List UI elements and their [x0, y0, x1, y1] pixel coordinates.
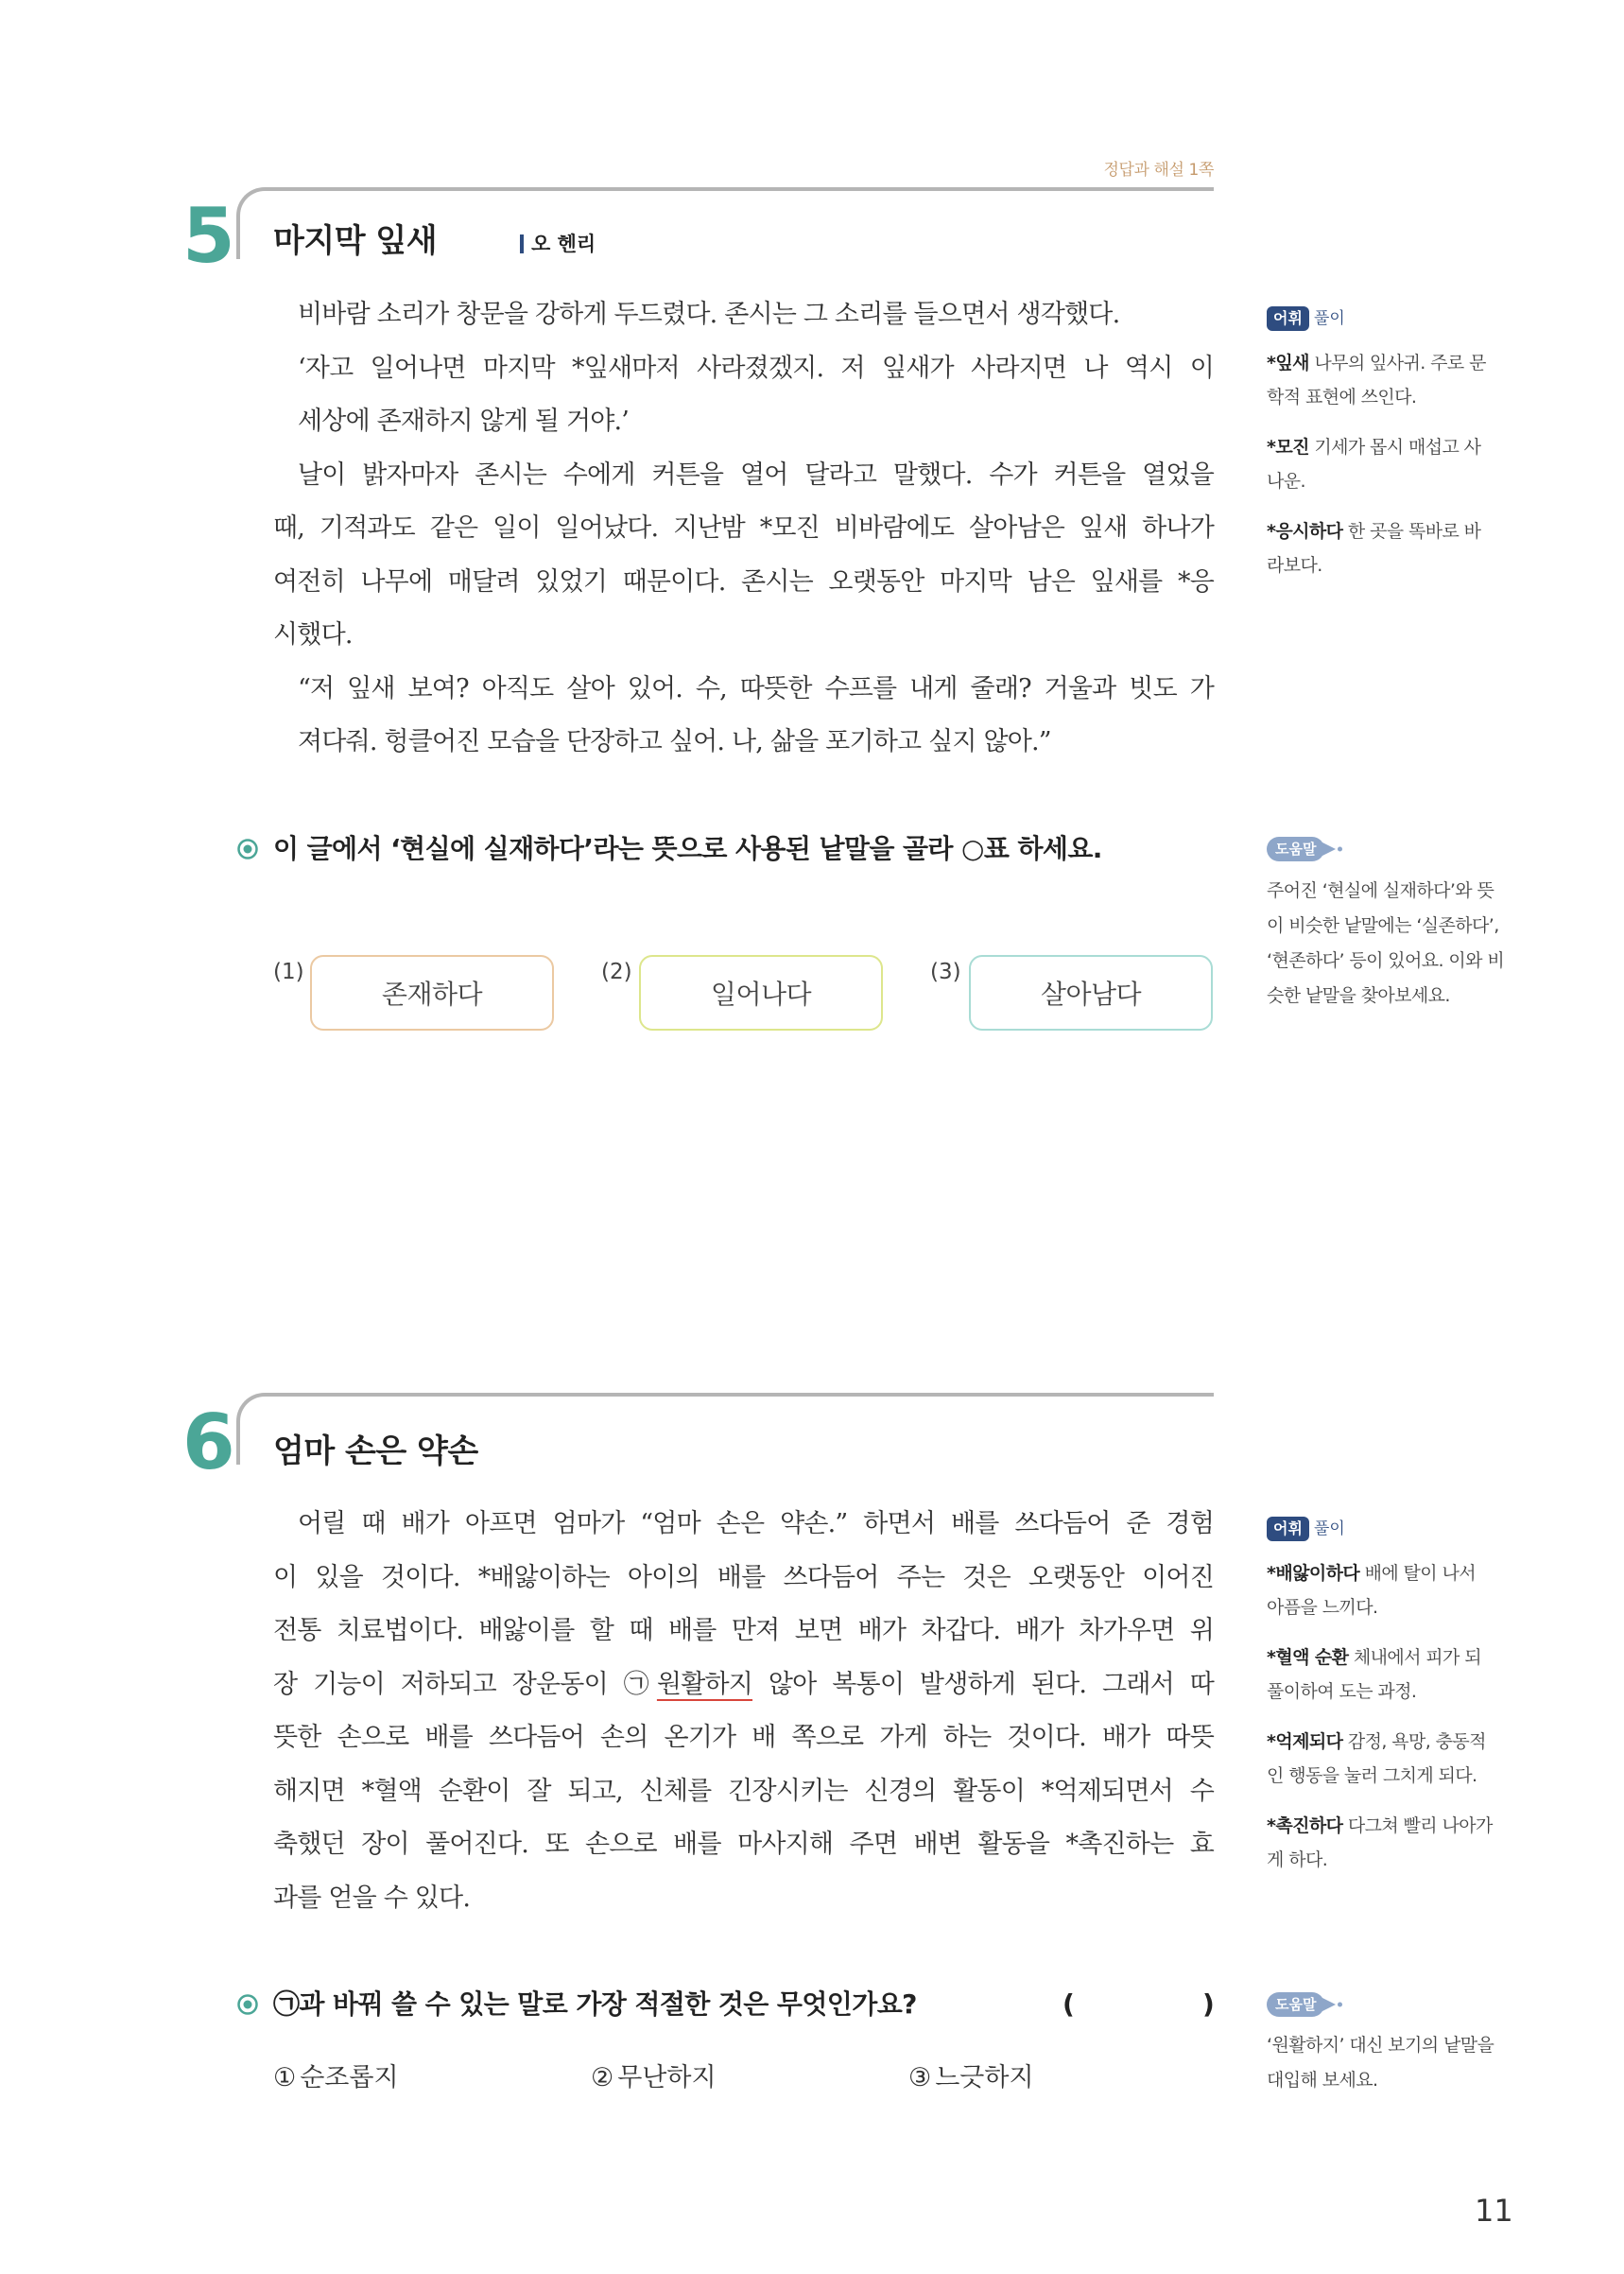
vocab-label: 풀이 — [1313, 1519, 1345, 1538]
choice-marker: ③ — [908, 2063, 932, 2092]
section-5-author — [520, 232, 596, 256]
hint-line: 슷한 낱말을 찾아보세요. — [1267, 985, 1450, 1006]
passage-line: ‘자고 일어나면 마지막 *잎새마저 사라졌겠지. 저 잎새가 사라지면 나 역시 이 — [298, 353, 1214, 383]
vocab-definition: 기세가 몹시 매섭고 사 — [1314, 437, 1481, 458]
vocab-definition: 감정, 욕망, 충동적 — [1347, 1731, 1486, 1752]
passage-line: 비바람 소리가 창문을 강하게 두드렸다. 존시는 그 소리를 들으면서 생각했다. — [298, 300, 1120, 329]
hint-line: ‘현존하다’ 등이 있어요. 이와 비 — [1267, 950, 1505, 971]
choice-text: 무난하지 — [617, 2063, 717, 2092]
choice-1 — [273, 2059, 399, 2097]
section-6-vocab-list — [1267, 1556, 1550, 1893]
passage-line — [273, 1658, 1214, 1712]
section-6-hint-header — [1267, 1992, 1343, 2017]
passage-line: 세상에 존재하지 않게 될 거야.’ — [298, 407, 630, 436]
vocab-entry — [1267, 1725, 1550, 1793]
section-5-passage — [273, 288, 1214, 770]
vocab-badge: 어휘 — [1267, 1517, 1309, 1541]
passage-line: 전통 치료법이다. 배앓이를 할 때 배를 만져 보면 배가 차갑다. 배가 차가우면 위 — [273, 1616, 1214, 1645]
vocab-term: *모진 — [1267, 437, 1309, 458]
vocab-term: *잎새 — [1267, 353, 1309, 373]
vocab-entry — [1267, 514, 1550, 582]
choice-text: 순조롭지 — [300, 2063, 399, 2092]
vocab-definition: 학적 표현에 쓰인다. — [1267, 387, 1417, 408]
passage-line: 해지면 *혈액 순환이 잘 되고, 신체를 긴장시키는 신경의 활동이 *억제되면서 수 — [273, 1776, 1214, 1806]
vocab-entry — [1267, 430, 1550, 498]
hint-line: 주어진 ‘현실에 실재하다’와 뜻 — [1267, 880, 1494, 901]
vocab-term: *응시하다 — [1267, 521, 1343, 542]
section-5-number: 5 — [182, 192, 235, 280]
hint-arrow-icon — [1322, 837, 1343, 861]
passage-line: 어릴 때 배가 아프면 엄마가 “엄마 손은 약손.” 하면서 배를 쓰다듬어 준 경험 — [298, 1509, 1214, 1538]
question-target-icon — [236, 838, 259, 860]
vocab-definition: 다그쳐 빨리 나아가 — [1347, 1815, 1493, 1836]
passage-line: 축했던 장이 풀어진다. 또 손으로 배를 마사지해 주면 배변 활동을 *촉진하는 효 — [273, 1830, 1214, 1859]
option-2-label: (2) — [601, 960, 632, 984]
vocab-term: *촉진하다 — [1267, 1815, 1343, 1836]
section-5-hint-text — [1267, 874, 1550, 1014]
vocab-definition: 인 행동을 눌러 그치게 되다. — [1267, 1765, 1477, 1786]
section-6-number: 6 — [182, 1398, 235, 1486]
section-5-hint-header — [1267, 837, 1343, 861]
answer-blank-open: ( — [1063, 1988, 1075, 2020]
vocab-label: 풀이 — [1313, 309, 1345, 328]
passage-line: 시했다. — [273, 620, 353, 650]
vocab-entry — [1267, 1640, 1550, 1709]
vocab-term: *배앓이하다 — [1267, 1563, 1360, 1584]
passage-text: 장 기능이 저하되고 장운동이 ㉠ — [273, 1669, 657, 1699]
hint-line: ‘원활하지’ 대신 보기의 낱말을 — [1267, 2035, 1494, 2056]
section-6-vocab-header — [1267, 1517, 1345, 1541]
answer-reference: 정답과 해설 1쪽 — [1103, 161, 1214, 180]
vocab-definition: 아픔을 느끼다. — [1267, 1597, 1378, 1618]
vocab-definition: 나운. — [1267, 471, 1305, 492]
section-5-title: 마지막 잎새 — [273, 222, 438, 260]
option-1-label: (1) — [273, 960, 304, 984]
author-bar-marker — [520, 234, 524, 253]
vocab-entry — [1267, 1556, 1550, 1624]
passage-line: 날이 밝자마자 존시는 수에게 커튼을 열어 달라고 말했다. 수가 커튼을 열었을 — [298, 460, 1214, 490]
underlined-word: 원활하지 — [656, 1669, 753, 1699]
hint-badge: 도움말 — [1267, 837, 1324, 861]
passage-line: “저 잎새 보여? 아직도 살아 있어. 수, 따뜻한 수프를 내게 줄래? 거울과 빗도 가 — [298, 673, 1214, 703]
author-name: 오 헨리 — [531, 233, 596, 255]
passage-line: 과를 얻을 수 있다. — [273, 1883, 471, 1913]
choice-2 — [591, 2059, 717, 2097]
page-number: 11 — [1475, 2193, 1513, 2229]
choice-text: 느긋하지 — [935, 2063, 1034, 2092]
hint-badge: 도움말 — [1267, 1992, 1324, 2017]
hint-line: 대입해 보세요. — [1267, 2070, 1378, 2091]
vocab-definition: 나무의 잎사귀. 주로 문 — [1314, 353, 1486, 373]
choice-3 — [908, 2059, 1034, 2097]
section-5-vocab-header — [1267, 306, 1345, 331]
option-2-box: 일어나다 — [639, 955, 883, 1031]
vocab-term: *혈액 순환 — [1267, 1647, 1349, 1668]
hint-line: 이 비슷한 낱말에는 ‘실존하다’, — [1267, 915, 1499, 936]
passage-line: 여전히 나무에 매달려 있었기 때문이다. 존시는 오랫동안 마지막 남은 잎새를 *응 — [273, 566, 1214, 597]
choice-marker: ② — [591, 2063, 614, 2092]
section-5-vocab-list — [1267, 346, 1550, 599]
passage-line: 뜻한 손으로 배를 쓰다듬어 손의 온기가 배 쪽으로 가게 하는 것이다. 배가 따뜻 — [273, 1723, 1214, 1752]
passage-line: 때, 기적과도 같은 일이 일어났다. 지난밤 *모진 비바람에도 살아남은 잎새 하나가 — [273, 513, 1214, 543]
vocab-definition: 한 곳을 똑바로 바 — [1347, 521, 1481, 542]
question-target-icon — [236, 1993, 259, 2016]
option-3-box: 살아남다 — [969, 955, 1213, 1031]
section-6-passage — [273, 1498, 1214, 1925]
vocab-definition: 배에 탈이 나서 — [1364, 1563, 1476, 1584]
vocab-definition: 풀이하여 도는 과정. — [1267, 1681, 1417, 1702]
vocab-definition: 게 하다. — [1267, 1849, 1328, 1870]
vocab-entry — [1267, 346, 1550, 414]
choice-marker: ① — [273, 2063, 297, 2092]
vocab-entry — [1267, 1809, 1550, 1877]
hint-arrow-icon — [1322, 1992, 1343, 2017]
section-6-hint-text — [1267, 2028, 1550, 2098]
section-5-question: 이 글에서 ‘현실에 실재하다’라는 뜻으로 사용된 낱말을 골라 ○표 하세요. — [273, 833, 1102, 864]
option-3-label: (3) — [930, 960, 961, 984]
passage-line: 져다줘. 헝클어진 모습을 단장하고 싶어. 나, 삶을 포기하고 싶지 않아.” — [298, 727, 1051, 756]
section-6-question: ㉠과 바꿔 쓸 수 있는 말로 가장 적절한 것은 무엇인가요? — [273, 1988, 917, 2020]
vocab-badge: 어휘 — [1267, 306, 1309, 331]
passage-line: 이 있을 것이다. *배앓이하는 아이의 배를 쓰다듬어 주는 것은 오랫동안 이어진 — [273, 1562, 1214, 1592]
vocab-definition: 체내에서 피가 되 — [1353, 1647, 1481, 1668]
vocab-term: *억제되다 — [1267, 1731, 1343, 1752]
section-6-title: 엄마 손은 약손 — [273, 1432, 478, 1470]
answer-blank-close: ) — [1202, 1988, 1215, 2020]
vocab-definition: 라보다. — [1267, 555, 1322, 576]
passage-text: 않아 복통이 발생하게 된다. 그래서 따 — [752, 1669, 1214, 1699]
option-1-box: 존재하다 — [310, 955, 554, 1031]
